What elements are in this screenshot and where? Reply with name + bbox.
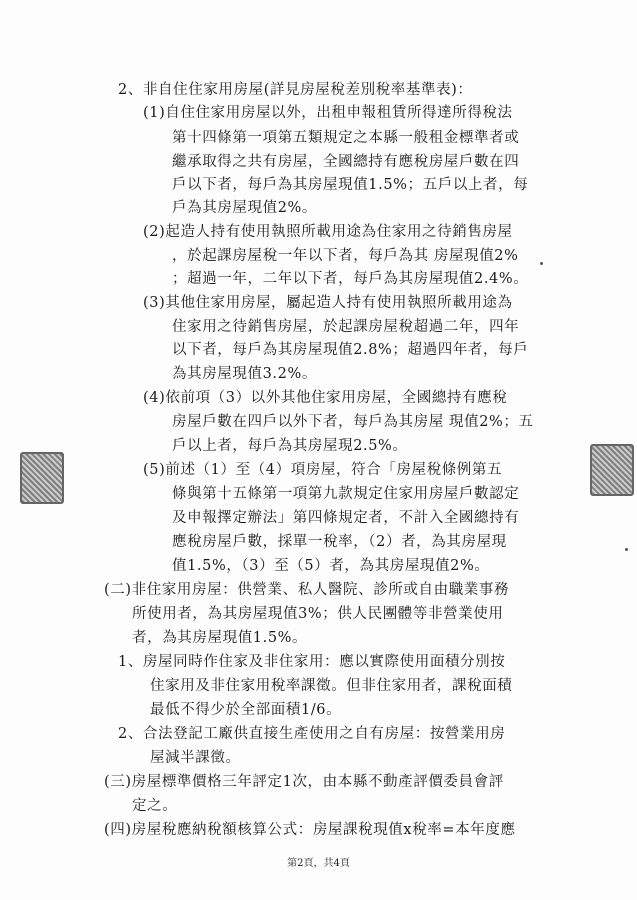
paragraph-item-5-line-5: 值1.5%，（3）至（5）者，為其房屋現值2%。 — [172, 558, 490, 574]
heading-non-owner-occupied: 2、非自住住家用房屋(詳見房屋稅差別稅率基準表)： — [118, 82, 473, 98]
section-2-item-2-line-2: 屋減半課徵。 — [150, 750, 241, 766]
section-2-item-1-line-1: 1、房屋同時作住家及非住家用：應以實際使用面積分別按 — [118, 654, 506, 670]
paragraph-item-5-line-3: 及申報擇定辦法」第四條規定者，不計入全國總持有 — [172, 510, 520, 526]
section-3-line-1: (三)房屋標準價格三年評定1次，由本縣不動產評價委員會評 — [104, 774, 504, 790]
paragraph-item-2-line-3: ；超過一年，二年以下者，每戶為其房屋現值2.4%。 — [172, 271, 529, 287]
paragraph-item-4-line-3: 戶以上者，每戶為其房屋現2.5%。 — [172, 438, 408, 454]
section-2-line-3: 者，為其房屋現值1.5%。 — [132, 630, 308, 646]
scan-speck — [540, 262, 543, 265]
paragraph-item-4-line-2: 房屋戶數在四戶以外下者，每戶為其房屋 現值2%；五 — [172, 414, 534, 430]
paragraph-item-3-line-1: (3)其他住家用房屋，屬起造人持有使用執照所載用途為 — [143, 295, 513, 311]
paragraph-item-5-line-2: 條與第十五條第一項第九款規定住家用房屋戶數認定 — [172, 486, 520, 502]
seal-stamp-left — [20, 452, 64, 504]
paragraph-item-2-line-1: (2)起造人持有使用執照所載用途為住家用之待銷售房屋 — [143, 224, 513, 240]
section-2-item-1-line-3: 最低不得少於全部面積1/6。 — [150, 702, 342, 718]
section-4-line-1: (四)房屋稅應納稅額核算公式：房屋課稅現值x稅率=本年度應 — [104, 822, 516, 838]
section-2-line-1: (二)非住家用房屋：供營業、私人醫院、診所或自由職業事務 — [104, 582, 510, 598]
paragraph-item-1-line-2: 第十四條第一項第五類規定之本縣一般租金標準者或 — [172, 130, 520, 146]
paragraph-item-1-line-1: (1)自住住家用房屋以外，出租申報租賃所得達所得稅法 — [143, 105, 513, 121]
paragraph-item-5-line-4: 應稅房屋戶數，採單一稅率，（2）者，為其房屋現 — [172, 534, 507, 550]
paragraph-item-3-line-4: 為其房屋現值3.2%。 — [172, 366, 317, 382]
paragraph-item-3-line-2: 住家用之待銷售房屋，於起課房屋稅超過二年，四年 — [172, 319, 520, 335]
scan-speck — [625, 548, 628, 551]
paragraph-item-1-line-5: 戶為其房屋現值2%。 — [172, 200, 318, 216]
paragraph-item-1-line-3: 繼承取得之共有房屋，全國總持有應稅房屋戶數在四 — [172, 154, 520, 170]
paragraph-item-1-line-4: 戶以下者，每戶為其房屋現值1.5%；五戶以上者，每 — [172, 177, 529, 193]
paragraph-item-5-line-1: (5)前述（1）至（4）項房屋，符合「房屋稅條例第五 — [143, 462, 503, 478]
page-number-footer: 第2頁，共4頁 — [287, 858, 350, 869]
section-2-item-1-line-2: 住家用及非住家用稅率課徵。但非住家用者，課稅面積 — [150, 678, 513, 694]
seal-stamp-right — [590, 444, 634, 496]
paragraph-item-4-line-1: (4)依前項（3）以外其他住家用房屋，全國總持有應稅 — [143, 390, 508, 406]
section-3-line-2: 定之。 — [132, 798, 178, 814]
paragraph-item-3-line-3: 以下者，每戶為其房屋現值2.8%；超過四年者，每戶 — [172, 342, 529, 358]
paragraph-item-2-line-2: ，於起課房屋稅一年以下者，每戶為其 房屋現值2% — [172, 248, 519, 264]
section-2-line-2: 所使用者，為其房屋現值3%；供人民團體等非營業使用 — [132, 606, 504, 622]
section-2-item-2-line-1: 2、合法登記工廠供直接生產使用之自有房屋：按營業用房 — [118, 726, 506, 742]
